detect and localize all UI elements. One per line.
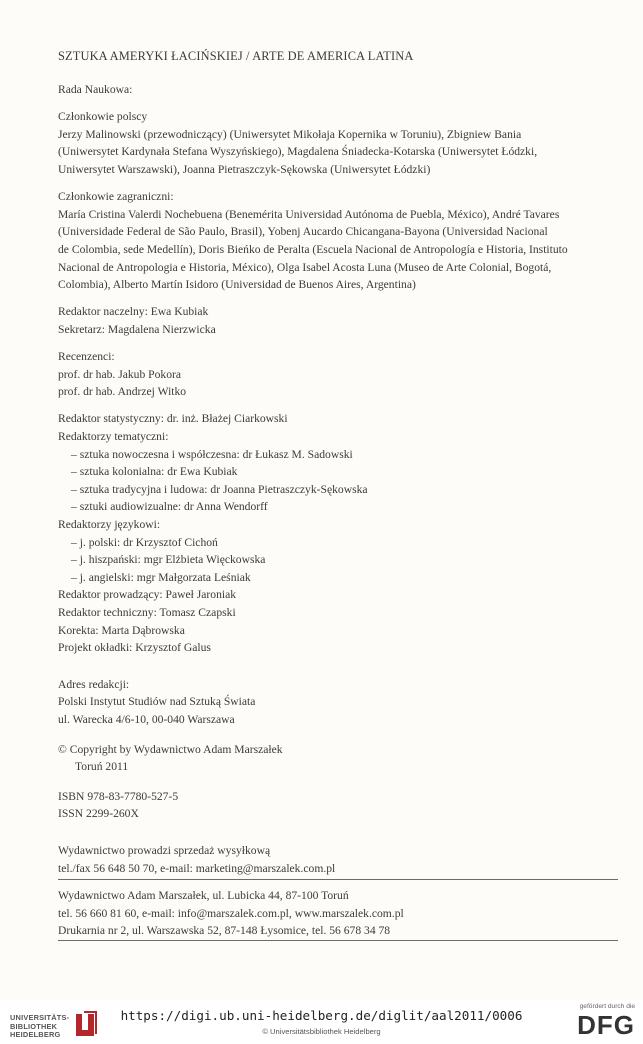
page-title: SZTUKA AMERYKI ŁACIŃSKIEJ / ARTE DE AMERICA LATINA: [58, 49, 414, 63]
editor-in-chief: Redaktor naczelny: Ewa Kubiak: [58, 305, 209, 319]
text-line: de Colombia, sede Medellín), Doris Bieńko de Peralta (Escuela Nacional de Antropología e Historia, Instituto: [58, 242, 568, 256]
divider-top: [58, 879, 618, 880]
address-heading: Adres redakcji:: [58, 677, 130, 691]
cover-design: Projekt okładki: Krzysztof Galus: [58, 641, 211, 655]
reviewer: prof. dr hab. Andrzej Witko: [58, 385, 187, 399]
sales-line: Wydawnictwo prowadzi sprzedaż wysyłkową: [58, 843, 271, 857]
thematic-editor: – sztuka nowoczesna i współczesna: dr Łukasz M. Sadowski: [71, 447, 353, 461]
address-line: ul. Warecka 4/6-10, 00-040 Warszawa: [58, 712, 235, 726]
publisher-block: [58, 887, 618, 940]
divider-bottom: [58, 940, 618, 941]
address-line: Polski Instytut Studiów nad Sztuką Świata: [58, 695, 256, 709]
dfg-wordmark: DFG: [577, 1010, 635, 1040]
statistical-editor: Redaktor statystyczny: dr. inż. Błażej Ciarkowski: [58, 412, 288, 426]
text-line: Jerzy Malinowski (przewodniczący) (Uniwersytet Mikołaja Kopernika w Toruniu), Zbigniew Bania: [58, 127, 522, 141]
foreign-heading: Członkowie zagraniczni:: [58, 190, 174, 204]
sales-contact: tel./fax 56 648 50 70, e-mail: marketing@marszalek.com.pl: [58, 861, 336, 875]
library-name-line: UNIVERSITÄTS-: [10, 1013, 70, 1022]
library-name-line: BIBLIOTHEK: [10, 1021, 58, 1031]
text-line: Nacional de Antropologia e Historia, México), Olga Isabel Acosta Luna (Museo de Arte Colonial, Bogotá,: [58, 260, 552, 274]
viewer-footer-bar: [0, 1000, 643, 1044]
publisher-contact: tel. 56 660 81 60, e-mail: info@marszalek.com.pl, www.marszalek.com.pl: [58, 906, 404, 920]
thematic-heading: Redaktorzy tematyczni:: [58, 430, 169, 444]
thematic-editor: – sztuka tradycyjna i ludowa: dr Joanna Pietraszczyk-Sękowska: [71, 482, 368, 496]
dfg-funded-by: gefördert durch die: [579, 1003, 635, 1010]
text-line: Uniwersytet Warszawski), Joanna Pietraszczyk-Sękowska (Uniwersytet Łódzki): [58, 162, 431, 176]
library-copyright: © Universitätsbibliothek Heidelberg: [262, 1027, 381, 1036]
copyright-line: © Copyright by Wydawnictwo Adam Marszałek: [58, 742, 283, 756]
text-line: Colombia), Alberto Martín Isidoro (Universidad de Buenos Aires, Argentina): [58, 278, 416, 292]
permalink-url[interactable]: https://digi.ub.uni-heidelberg.de/diglit/aal2011/0006: [120, 1008, 523, 1023]
language-editor: – j. hiszpański: mgr Elżbieta Więckowska: [71, 553, 266, 567]
thematic-editor: – sztuki audiowizualne: dr Anna Wendorff: [71, 500, 268, 514]
library-name-line: HEIDELBERG: [10, 1030, 61, 1040]
printer-line: Drukarnia nr 2, ul. Warszawska 52, 87-148 Łysomice, tel. 56 678 34 78: [58, 924, 391, 938]
text-line: (Universidade Federal de São Paulo, Brasil), Yobenj Aucardo Chicangana-Bayona (Universidad Nacional: [58, 225, 548, 239]
text-line: María Cristina Valerdi Nochebuena (Benemérita Universidad Autónoma de Puebla, México), André Tavares: [58, 207, 560, 221]
reviewer: prof. dr hab. Jakub Pokora: [58, 367, 181, 381]
reviewers-heading: Recenzenci:: [58, 350, 115, 364]
managing-editor: Redaktor prowadzący: Paweł Jaroniak: [58, 588, 237, 602]
imprint-content: [58, 48, 618, 887]
language-editor: – j. polski: dr Krzysztof Cichoń: [71, 535, 218, 549]
thematic-editor: – sztuka kolonialna: dr Ewa Kubiak: [71, 465, 238, 479]
address-block: [58, 676, 618, 729]
staff-block: [58, 410, 618, 656]
publisher-line: Wydawnictwo Adam Marszałek, ul. Lubicka 44, 87-100 Toruń: [58, 889, 349, 902]
technical-editor: Redaktor techniczny: Tomasz Czapski: [58, 606, 236, 619]
copyright-block: [58, 741, 618, 776]
text-line: (Uniwersytet Kardynała Stefana Wyszyńskiego), Magdalena Śniadecka-Kotarska (Uniwersytet Łódzki,: [58, 145, 538, 159]
dfg-logo[interactable]: [555, 1003, 635, 1041]
issn: ISSN 2299-260X: [58, 807, 139, 821]
editors-block: [58, 303, 618, 338]
secretary: Sekretarz: Magdalena Nierzwicka: [58, 322, 216, 336]
rada-heading: Rada Naukowa:: [58, 83, 133, 96]
foreign-members: [58, 188, 618, 294]
polish-members: [58, 108, 618, 178]
proofreading: Korekta: Marta Dąbrowska: [58, 623, 185, 637]
isbn-block: [58, 788, 618, 823]
reviewers-block: [58, 348, 618, 401]
sales-block: [58, 842, 618, 877]
polish-heading: Członkowie polscy: [58, 110, 148, 124]
copyright-place-year: Toruń 2011: [75, 760, 129, 774]
language-editor: – j. angielski: mgr Małgorzata Leśniak: [71, 570, 251, 584]
isbn: ISBN 978-83-7780-527-5: [58, 789, 179, 803]
language-heading: Redaktorzy językowi:: [58, 518, 161, 532]
